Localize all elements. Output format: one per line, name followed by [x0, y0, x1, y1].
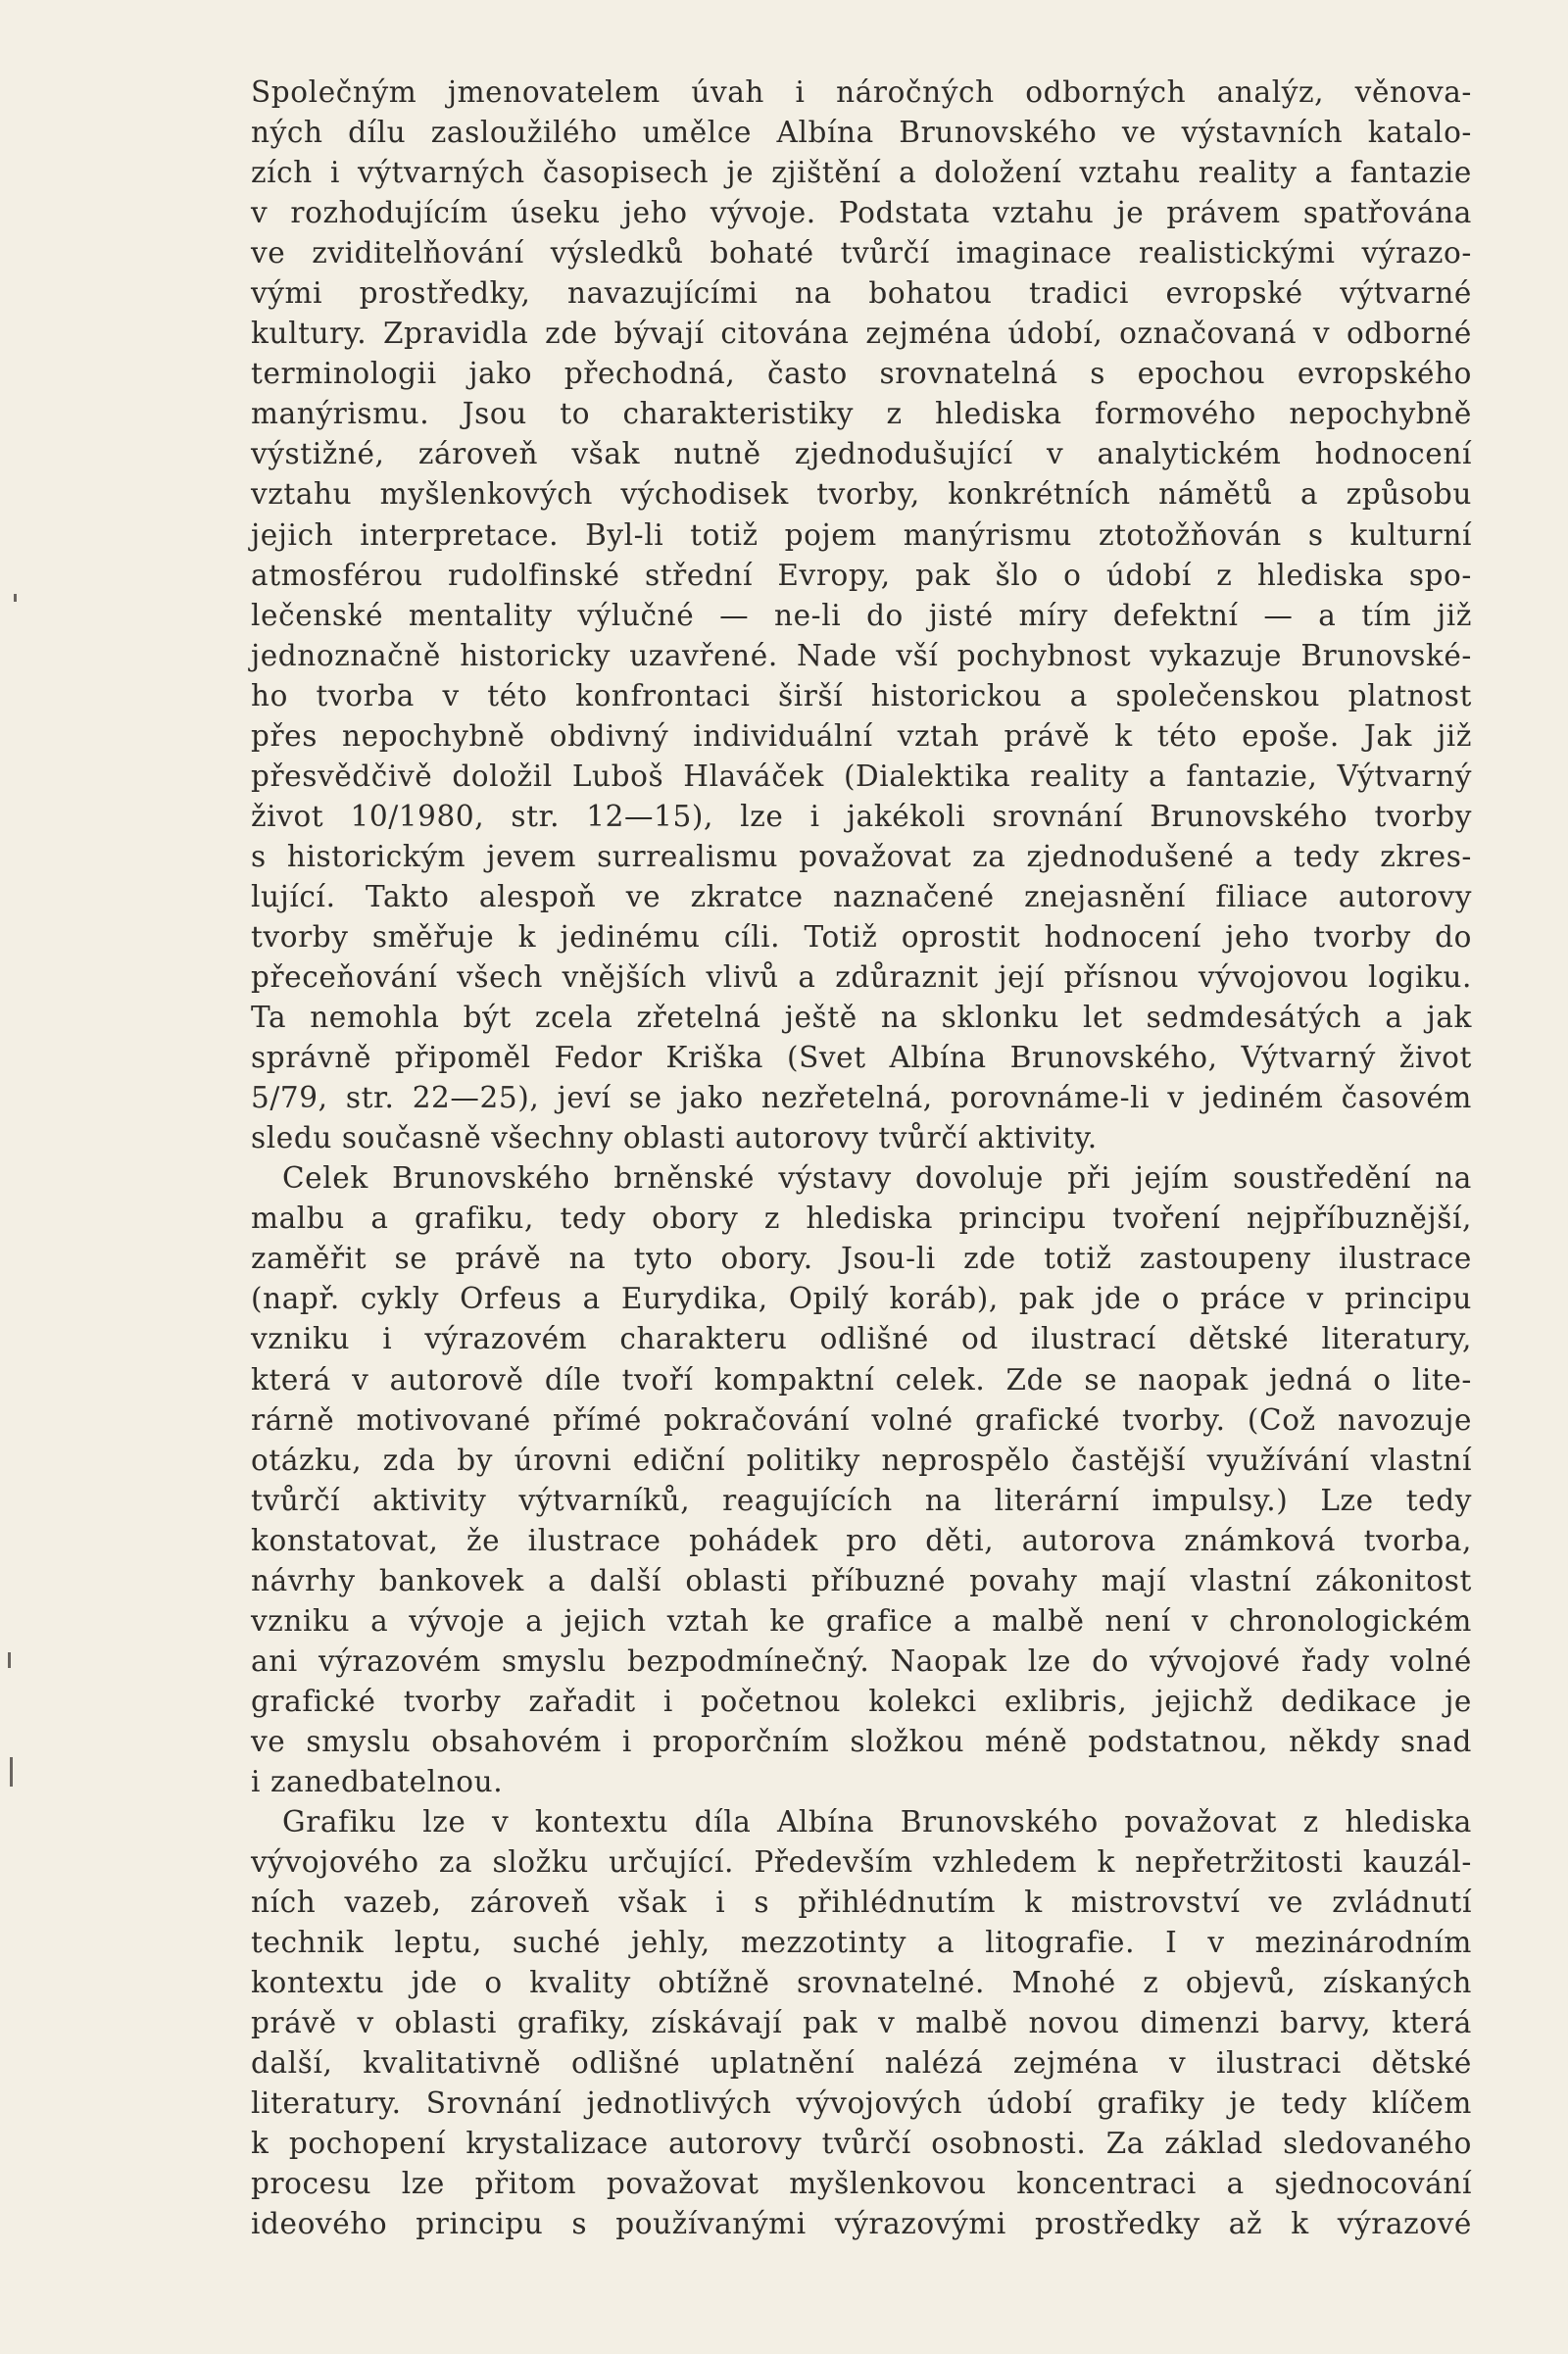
text-line: k pochopení krystalizace autorovy tvůrčí osobnosti. Za základ sledovaného [251, 2127, 1472, 2161]
text-line: literatury. Srovnání jednotlivých vývojových údobí grafiky je tedy klíčem [251, 2086, 1472, 2121]
text-line: která v autorově díle tvoří kompaktní celek. Zde se naopak jedná o lite- [251, 1362, 1472, 1397]
text-line: jejich interpretace. Byl-li totiž pojem manýrismu ztotožňován s kulturní [251, 517, 1472, 552]
text-line: vzniku i výrazovém charakteru odlišné od ilustrací dětské literatury, [251, 1322, 1472, 1356]
text-line: ních vazeb, zároveň však i s přihlédnutím k mistrovství ve zvládnutí [251, 1886, 1472, 1920]
text-line: výstižné, zároveň však nutně zjednodušující v analytickém hodnocení [251, 437, 1472, 471]
text-line: grafické tvorby zařadit i početnou kolekci exlibris, jejichž dedikace je [251, 1684, 1472, 1718]
text-line: s historickým jevem surrealismu považovat za zjednodušené a tedy zkres- [251, 839, 1472, 873]
text-line: zích i výtvarných časopisech je zjištění a doložení vztahu reality a fantazie [251, 156, 1472, 190]
text-line: konstatovat, že ilustrace pohádek pro děti, autorova známková tvorba, [251, 1523, 1472, 1557]
paragraph [251, 1802, 1472, 2245]
text-line: vými prostředky, navazujícími na bohatou tradici evropské výtvarné [251, 276, 1472, 311]
text-line: vývojového za složku určující. Především vzhledem k nepřetržitosti kauzál- [251, 1845, 1472, 1880]
text-line: ideového principu s používanými výrazovými prostředky až k výrazové [251, 2207, 1472, 2241]
text-line: život 10/1980, str. 12—15), lze i jakékoli srovnání Brunovského tvorby [251, 799, 1472, 833]
text-line: lující. Takto alespoň ve zkratce naznačené znejasnění filiace autorovy [251, 879, 1472, 913]
text-line: kontextu jde o kvality obtížně srovnatelné. Mnohé z objevů, získaných [251, 1966, 1472, 2000]
text-line: přeceňování všech vnějších vlivů a zdůraznit její přísnou vývojovou logiku. [251, 960, 1472, 995]
text-line: rárně motivované přímé pokračování volné grafické tvorby. (Což navozuje [251, 1402, 1472, 1437]
text-line: Společným jmenovatelem úvah i náročných odborných analýz, věnova- [251, 75, 1472, 109]
text-line: manýrismu. Jsou to charakteristiky z hlediska formového nepochybně [251, 397, 1472, 431]
paragraph [251, 1158, 1472, 1802]
text-line: ve zviditelňování výsledků bohaté tvůrčí imaginace realistickými výrazo- [251, 236, 1472, 270]
text-line: tvůrčí aktivity výtvarníků, reagujících na literární impulsy.) Lze tedy [251, 1483, 1472, 1517]
text-line: technik leptu, suché jehly, mezzotinty a litografie. I v mezinárodním [251, 1926, 1472, 1960]
text-line: přesvědčivě doložil Luboš Hlaváček (Dialektika reality a fantazie, Výtvarný [251, 759, 1472, 793]
text-line: tvorby směřuje k jedinému cíli. Totiž oprostit hodnocení jeho tvorby do [251, 919, 1472, 954]
text-line: otázku, zda by úrovni ediční politiky neprospělo častější využívání vlastní [251, 1443, 1472, 1477]
text-line: návrhy bankovek a další oblasti příbuzné povahy mají vlastní zákonitost [251, 1563, 1472, 1597]
text-line: Grafiku lze v kontextu díla Albína Brunovského považovat z hlediska [282, 1805, 1472, 1839]
text-line: vzniku a vývoje a jejich vztah ke grafice a malbě není v chronologickém [251, 1603, 1472, 1638]
margin-speck [14, 594, 17, 602]
text-line: správně připoměl Fedor Kriška (Svet Albína Brunovského, Výtvarný život [251, 1041, 1472, 1075]
text-line: jednoznačně historicky uzavřené. Nade vší pochybnost vykazuje Brunovské- [251, 638, 1472, 672]
text-line: zaměřit se právě na tyto obory. Jsou-li zde totiž zastoupeny ilustrace [251, 1242, 1472, 1276]
text-line: ho tvorba v této konfrontaci širší historickou a společenskou platnost [251, 678, 1472, 712]
text-line: procesu lze přitom považovat myšlenkovou koncentraci a sjednocování [251, 2167, 1472, 2201]
text-line: kultury. Zpravidla zde bývají citována zejména údobí, označovaná v odborné [251, 317, 1472, 351]
text-line: ani výrazovém smyslu bezpodmínečný. Naopak lze do vývojové řady volné [251, 1643, 1472, 1678]
text-line: i zanedbatelnou. [251, 1764, 504, 1798]
body-text [251, 73, 1472, 2245]
text-line: přes nepochybně obdivný individuální vztah právě k této epoše. Jak již [251, 718, 1472, 753]
text-line: terminologii jako přechodná, často srovnatelná s epochou evropského [251, 357, 1472, 391]
text-line: právě v oblasti grafiky, získávají pak v malbě novou dimenzi barvy, která [251, 2006, 1472, 2040]
margin-speck [10, 1757, 13, 1787]
text-line: další, kvalitativně odlišné uplatnění nalézá zejména v ilustraci dětské [251, 2046, 1472, 2081]
text-line: Ta nemohla být zcela zřetelná ještě na sklonku let sedmdesátých a jak [251, 1001, 1472, 1035]
text-line: Celek Brunovského brněnské výstavy dovoluje při jejím soustředění na [282, 1161, 1472, 1196]
text-line: lečenské mentality výlučné — ne-li do jisté míry defektní — a tím již [251, 598, 1472, 632]
text-line: 5/79, str. 22—25), jeví se jako nezřetelná, porovnáme-li v jediném časovém [251, 1081, 1472, 1115]
text-line: malbu a grafiku, tedy obory z hlediska principu tvoření nejpříbuznější, [251, 1202, 1472, 1236]
text-line: ných dílu zasloužilého umělce Albína Brunovského ve výstavních katalo- [251, 116, 1472, 150]
text-line: ve smyslu obsahovém i proporčním složkou méně podstatnou, někdy snad [251, 1724, 1472, 1758]
text-line: atmosférou rudolfinské střední Evropy, pak šlo o údobí z hlediska spo- [251, 558, 1472, 592]
text-line: v rozhodujícím úseku jeho vývoje. Podstata vztahu je právem spatřována [251, 196, 1472, 230]
text-line: sledu současně všechny oblasti autorovy tvůrčí aktivity. [251, 1121, 1098, 1155]
margin-speck [8, 1652, 11, 1668]
text-line: vztahu myšlenkových východisek tvorby, konkrétních námětů a způsobu [251, 477, 1472, 512]
paragraph [251, 73, 1472, 1158]
text-line: (např. cykly Orfeus a Eurydika, Opilý koráb), pak jde o práce v principu [251, 1282, 1472, 1316]
